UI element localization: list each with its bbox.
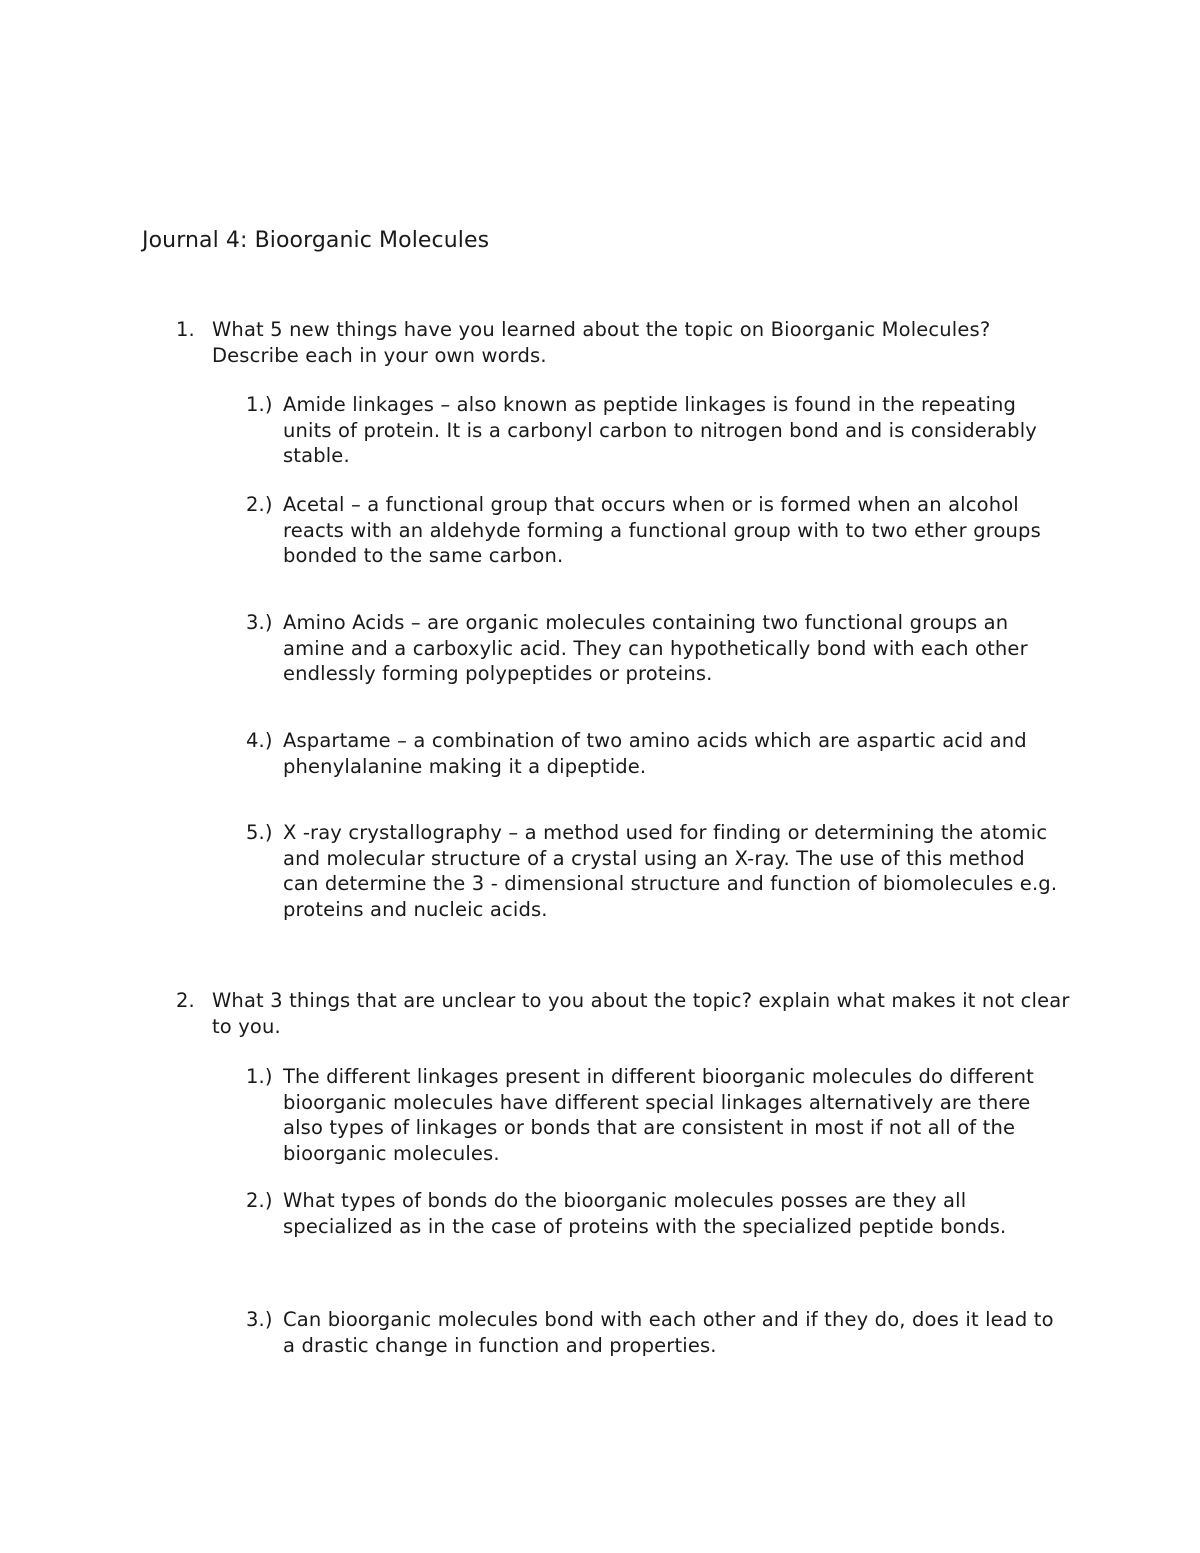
answer-number: 3.) <box>246 1308 273 1331</box>
answer-text: X -ray crystallography – a method used for finding or determining the atomic and molecular structure of a crystal using an X-ray. The use of this method can determine the 3 - dimensional structure and function of biomolecules e.g. proteins and nucleic acids. <box>283 821 1058 921</box>
question-number: 2. <box>176 989 195 1012</box>
answer-number: 2.) <box>246 493 273 516</box>
answer-text: Acetal – a functional group that occurs when or is formed when an alcohol reacts with an aldehyde forming a functional group with to two ether groups bonded to the same carbon. <box>283 493 1041 567</box>
question-text: What 3 things that are unclear to you about the topic? explain what makes it not clear to you. <box>212 989 1070 1038</box>
answer-number: 1.) <box>246 393 273 416</box>
answer-number: 2.) <box>246 1189 273 1212</box>
answer-text: Aspartame – a combination of two amino acids which are aspartic acid and phenylalanine making it a dipeptide. <box>283 729 1027 778</box>
question-text: What 5 new things have you learned about the topic on Bioorganic Molecules? Describe each in your own words. <box>212 318 991 367</box>
answer-text: The different linkages present in different bioorganic molecules do different bioorganic molecules have different special linkages alternatively are there also types of linkages or bonds that are consistent in most if not all of the bioorganic molecules. <box>283 1065 1034 1165</box>
answer-text: Amide linkages – also known as peptide linkages is found in the repeating units of protein. It is a carbonyl carbon to nitrogen bond and is considerably stable. <box>283 393 1037 467</box>
answer-text: Amino Acids – are organic molecules containing two functional groups an amine and a carboxylic acid. They can hypothetically bond with each other endlessly forming polypeptides or proteins. <box>283 611 1028 685</box>
answer-number: 3.) <box>246 611 273 634</box>
answer-text: What types of bonds do the bioorganic molecules posses are they all specialized as in the case of proteins with the specialized peptide bonds. <box>283 1189 1007 1238</box>
answer-number: 4.) <box>246 729 273 752</box>
question-number: 1. <box>176 318 195 341</box>
answer-text: Can bioorganic molecules bond with each other and if they do, does it lead to a drastic change in function and properties. <box>283 1308 1054 1357</box>
document-title: Journal 4: Bioorganic Molecules <box>142 228 490 253</box>
answer-number: 5.) <box>246 821 273 844</box>
answer-number: 1.) <box>246 1065 273 1088</box>
